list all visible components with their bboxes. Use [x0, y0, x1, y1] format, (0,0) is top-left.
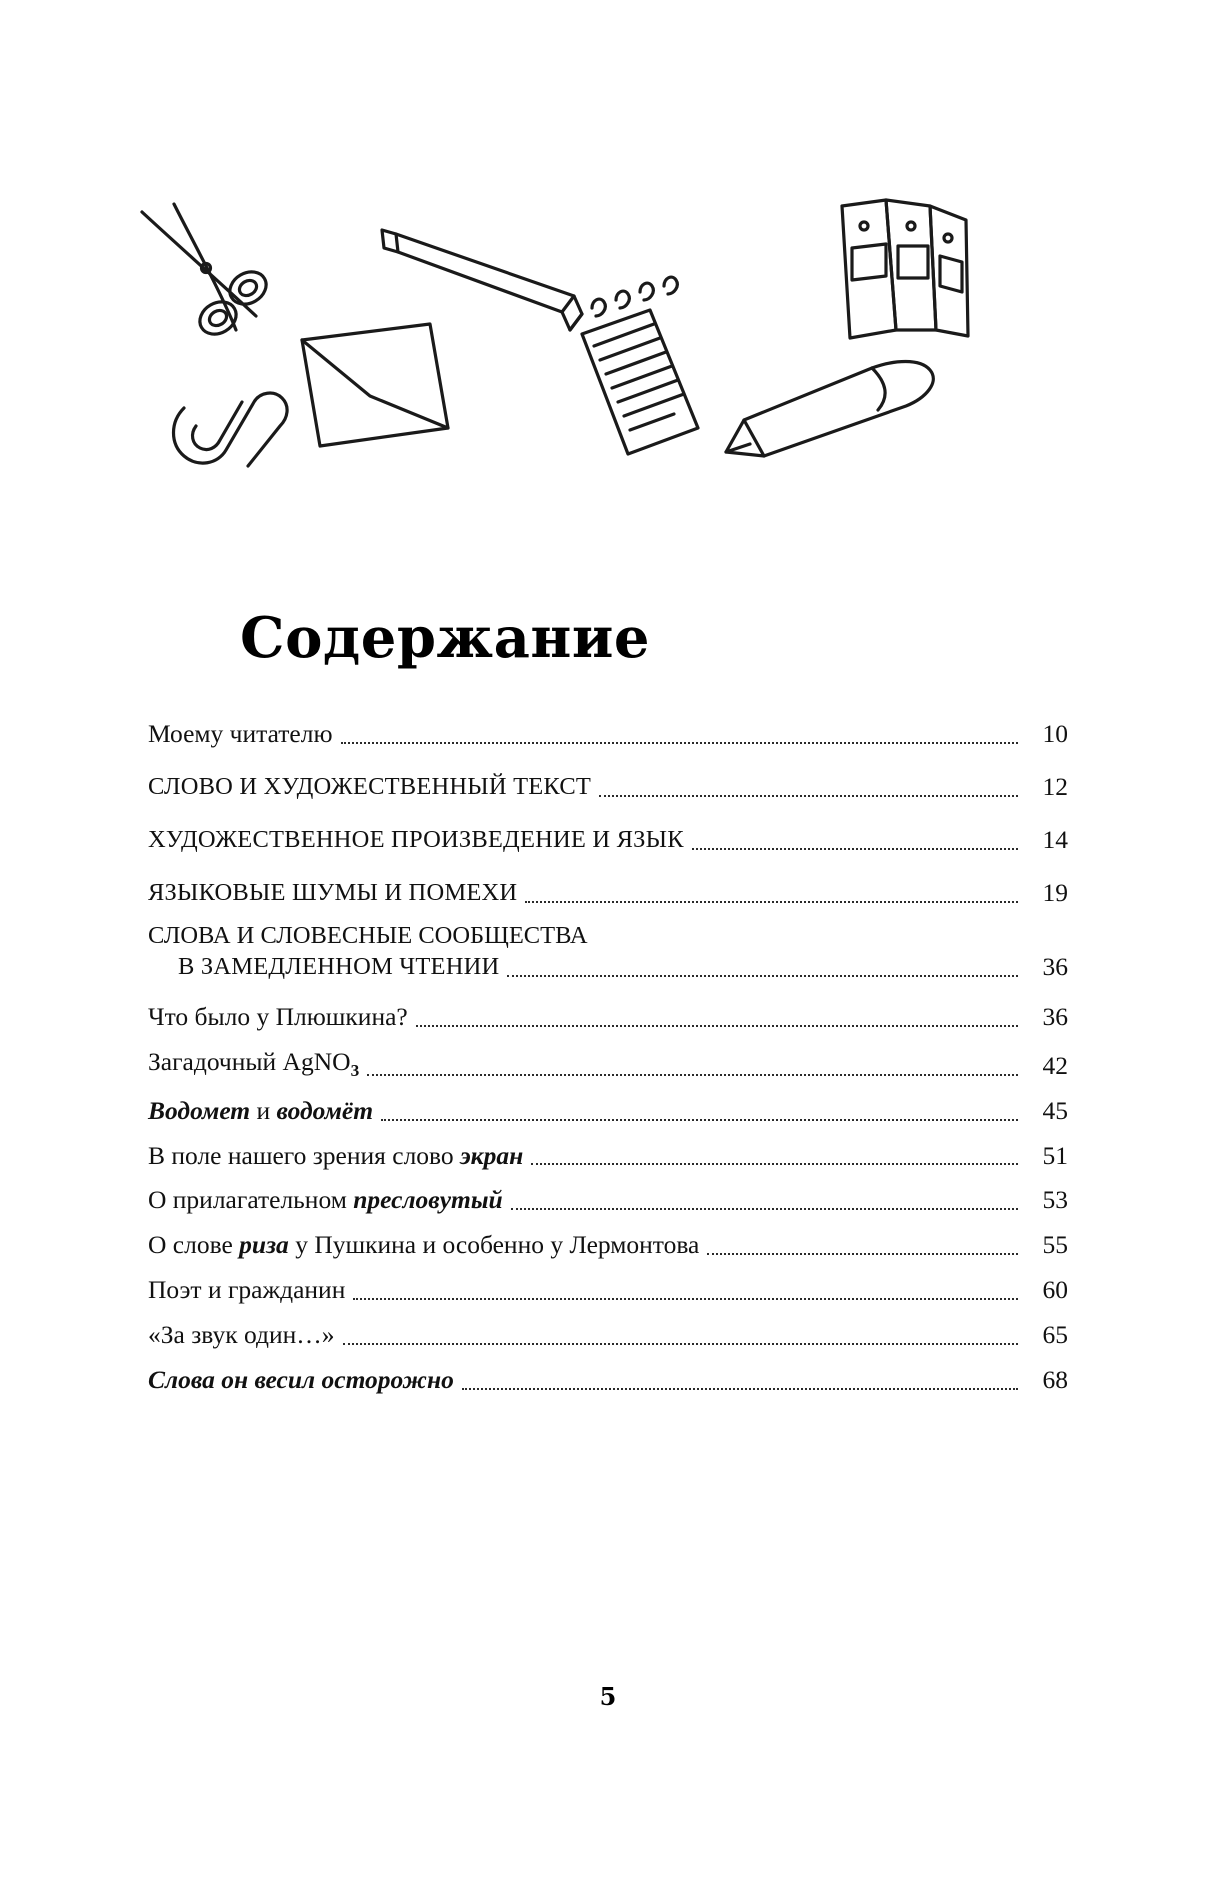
toc-entry[interactable] [148, 1319, 1068, 1351]
toc-entry-label-line2: В ЗАМЕДЛЕННОМ ЧТЕНИИ [178, 953, 500, 981]
toc-entry[interactable] [148, 1274, 1068, 1306]
leader-dots [343, 1342, 1018, 1345]
toc-entry[interactable] [148, 771, 1068, 803]
leader-dots [353, 1297, 1018, 1300]
toc-entry-page: 14 [1042, 824, 1068, 854]
toc-entry-page: 12 [1042, 771, 1068, 801]
toc-entry-page: 65 [1042, 1320, 1068, 1350]
toc-entry-page: 55 [1042, 1230, 1068, 1260]
toc-entry[interactable] [148, 1229, 1068, 1261]
page-title: Содержание [240, 605, 651, 671]
leader-dots [367, 1073, 1018, 1076]
toc-entry-page: 60 [1042, 1275, 1068, 1305]
toc-entry-label: ХУДОЖЕСТВЕННОЕ ПРОИЗВЕДЕНИЕ И ЯЗЫК [148, 826, 684, 853]
toc-entry[interactable] [148, 1364, 1068, 1396]
toc-entry[interactable] [148, 1001, 1068, 1033]
leader-dots [462, 1387, 1018, 1390]
scissors-icon [142, 204, 272, 340]
leader-dots [381, 1118, 1018, 1121]
paperclip-icon [174, 393, 288, 466]
toc-entry-page: 10 [1042, 719, 1068, 748]
toc-entry-label: «За звук один…» [148, 1320, 335, 1350]
toc-entry-label: О слове риза у Пушкина и особенно у Лермонтова [148, 1230, 700, 1260]
toc-entry-page: 42 [1042, 1050, 1068, 1080]
toc-entry-label: Водомет и водомёт [148, 1095, 374, 1125]
toc-entry[interactable] [148, 877, 1068, 909]
toc-entry[interactable] [148, 1046, 1068, 1082]
stationery-illustration [130, 190, 1020, 490]
toc-entry-label: ЯЗЫКОВЫЕ ШУМЫ И ПОМЕХИ [148, 878, 518, 906]
toc-entry-label: Загадочный AgNO$_3$ [148, 1046, 360, 1080]
toc-entry-label: Что было у Плюшкина? [148, 1002, 408, 1031]
toc-entry-label: Поэт и гражданин [148, 1275, 346, 1305]
toc-entry-page: 68 [1042, 1364, 1068, 1394]
pen-icon [726, 362, 933, 457]
toc-entry[interactable] [148, 824, 1068, 856]
toc-entry-label: В поле нашего зрения слово экран [148, 1140, 524, 1170]
leader-dots [707, 1252, 1018, 1255]
leader-dots [525, 900, 1018, 903]
leader-dots [511, 1207, 1018, 1210]
toc-entry-page: 36 [1042, 952, 1068, 982]
leader-dots [416, 1024, 1018, 1027]
leader-dots [599, 794, 1018, 797]
envelope-icon [302, 324, 448, 446]
toc-entry-label: Моему читателю [148, 719, 333, 748]
toc-entry-page: 36 [1042, 1002, 1068, 1031]
binders-icon [842, 200, 968, 338]
toc-entry-label-line1: СЛОВА И СЛОВЕСНЫЕ СООБЩЕСТВА [148, 921, 588, 949]
leader-dots [341, 741, 1018, 744]
page-number: 5 [599, 1682, 617, 1711]
toc-entry-label: Слова он весил осторожно [148, 1364, 454, 1394]
toc-entry-page: 53 [1042, 1185, 1068, 1215]
notepad-icon [582, 277, 698, 454]
toc-entry-page: 19 [1042, 877, 1068, 907]
toc-entry[interactable] [148, 921, 1068, 984]
leader-dots [692, 847, 1018, 850]
toc-entry-label: СЛОВО И ХУДОЖЕСТВЕННЫЙ ТЕКСТ [148, 773, 592, 801]
toc-entry[interactable] [148, 1140, 1068, 1172]
toc-entry[interactable] [148, 1095, 1068, 1127]
leader-dots [507, 974, 1018, 977]
toc-entry[interactable] [148, 1184, 1068, 1216]
pencil-icon [382, 230, 582, 330]
toc-entry[interactable] [148, 718, 1068, 750]
leader-dots [531, 1162, 1018, 1165]
toc-entry-label: О прилагательном пресловутый [148, 1185, 503, 1215]
toc-entry-page: 51 [1042, 1140, 1068, 1170]
table-of-contents [148, 718, 1068, 1409]
toc-entry-page: 45 [1042, 1095, 1068, 1125]
